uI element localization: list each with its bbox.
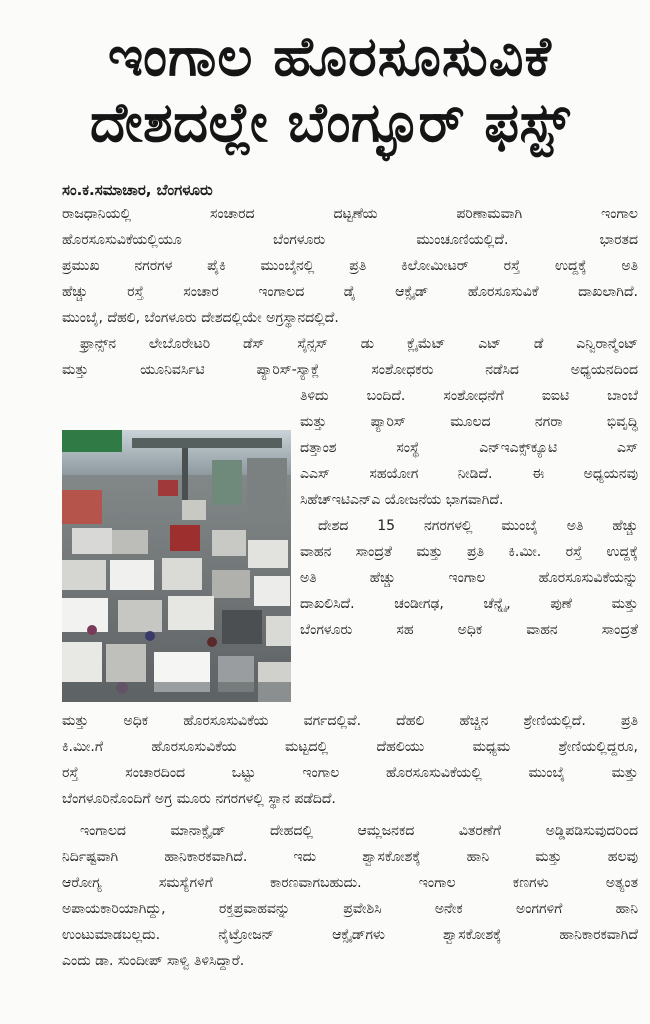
body-line: ಮತ್ತು ಯೂನಿವರ್ಸಿಟಿ ಪ್ಯಾರಿಸ್-ಸ್ಯಾಕ್ಲೆ ಸಂಶೋಧಕರು ನಡೆಸಿದ ಅಧ್ಯಯನದಿಂದ <box>62 362 638 378</box>
traffic-jam-image <box>62 430 291 702</box>
body-line: ವಾಹನ ಸಾಂದ್ರತೆ ಮತ್ತು ಪ್ರತಿ ಕಿ.ಮೀ. ರಸ್ತೆ ಉದ್ದಕ್ಕೆ <box>300 544 638 560</box>
body-line: ದತ್ತಾಂಶ ಸಂಸ್ಥೆ ಎನ್‌ಇಎಕ್ಸ್‌ಕ್ಯೂಟಿ ಎಸ್ <box>300 440 638 456</box>
body-line: ರಾಜಧಾನಿಯಲ್ಲಿ ಸಂಚಾರದ ದಟ್ಟಣೆಯ ಪರಿಣಾಮವಾಗಿ ಇಂಗಾಲ <box>62 206 638 222</box>
body-line: ಎಎಸ್ ಸಹಯೋಗ ನೀಡಿದೆ. ಈ ಅಧ್ಯಯನವು <box>300 466 638 482</box>
body-line: ರಸ್ತೆ ಸಂಚಾರದಿಂದ ಒಟ್ಟು ಇಂಗಾಲ ಹೊರಸೂಸುವಿಕೆಯಲ್ಲಿ ಮುಂಬೈ ಮತ್ತು <box>62 765 638 781</box>
body-line: ದಾಖಲಿಸಿದೆ. ಚಂಡೀಗಢ, ಚೆನ್ನೈ, ಪುಣೆ ಮತ್ತು <box>300 596 638 612</box>
body-line: ದೇಶದ 15 ನಗರಗಳಲ್ಲಿ ಮುಂಬೈ ಅತಿ ಹೆಚ್ಚು <box>318 518 638 534</box>
body-line: ಫ್ರಾನ್ಸ್‌ನ ಲೇಬೊರೇಟರಿ ಡೆಸ್ ಸೈನ್ಸಸ್ ಡು ಕ್ಲೈಮೆಟ್ ಎಟ್ ಡೆ ಎನ್ವಿರಾನ್ಮೆಂಟ್ <box>80 336 638 352</box>
body-line: ಬೆಂಗಳೂರು ಸಹ ಅಧಿಕ ವಾಹನ ಸಾಂದ್ರತೆ <box>300 622 638 638</box>
body-line: ಎಂದು ಡಾ. ಸುಂದೀಪ್ ಸಾಳ್ವಿ ತಿಳಿಸಿದ್ದಾರೆ. <box>62 953 245 969</box>
body-line: ಸಿಹೆಚ್‌ಇಟಿಎನ್‌ಎ ಯೋಜನೆಯ ಭಾಗವಾಗಿದೆ. <box>300 492 504 508</box>
byline: ಸಂ.ಕ.ಸಮಾಚಾರ, ಬೆಂಗಳೂರು <box>62 181 213 199</box>
body-line: ಮತ್ತು ಪ್ಯಾರಿಸ್ ಮೂಲದ ನಗರಾ ಭಿವೃದ್ಧಿ <box>300 414 638 430</box>
body-line: ಅತಿ ಹೆಚ್ಚು ಇಂಗಾಲ ಹೊರಸೂಸುವಿಕೆಯನ್ನು <box>300 570 638 586</box>
headline-line-2: ದೇಶದಲ್ಲೇ ಬೆಂಗ್ಳೂರ್ ಫಸ್ಟ್ <box>89 91 571 154</box>
body-line: ಹೆಚ್ಚು ರಸ್ತೆ ಸಂಚಾರ ಇಂಗಾಲದ ಡೈ ಆಕ್ಸೈಡ್ ಹೊರಸೂಸುವಿಕೆ ದಾಖಲಾಗಿದೆ. <box>62 284 638 300</box>
body-line: ಆರೋಗ್ಯ ಸಮಸ್ಯೆಗಳಿಗೆ ಕಾರಣವಾಗಬಹುದು. ಇಂಗಾಲ ಕಣಗಳು ಅತ್ಯಂತ <box>62 875 638 891</box>
body-line: ಕಿ.ಮೀ.ಗೆ ಹೊರಸೂಸುವಿಕೆಯ ಮಟ್ಟದಲ್ಲಿ ದೆಹಲಿಯು ಮಧ್ಯಮ ಶ್ರೇಣಿಯಲ್ಲಿದ್ದರೂ, <box>62 739 638 755</box>
body-line: ಇಂಗಾಲದ ಮಾನಾಕ್ಸೈಡ್ ದೇಹದಲ್ಲಿ ಆಮ್ಲಜನಕದ ವಿತರಣೆಗೆ ಅಡ್ಡಿಪಡಿಸುವುದರಿಂದ <box>80 823 638 839</box>
body-line: ಹೊರಸೂಸುವಿಕೆಯಲ್ಲಿಯೂ ಬೆಂಗಳೂರು ಮುಂಚೂಣಿಯಲ್ಲಿದೆ. ಭಾರತದ <box>62 232 638 248</box>
headline-line-1: ಇಂಗಾಲ ಹೊರಸೂಸುವಿಕೆ <box>108 25 552 88</box>
body-line: ಅಪಾಯಕಾರಿಯಾಗಿದ್ದು, ರಕ್ತಪ್ರವಾಹವನ್ನು ಪ್ರವೇಶಿಸಿ ಅನೇಕ ಅಂಗಗಳಿಗೆ ಹಾನಿ <box>62 901 638 917</box>
body-line: ಮುಂಬೈ, ದೆಹಲಿ, ಬೆಂಗಳೂರು ದೇಶದಲ್ಲಿಯೇ ಅಗ್ರಸ್ಥಾನದಲ್ಲಿದೆ. <box>62 310 339 326</box>
body-line: ಪ್ರಮುಖ ನಗರಗಳ ಪೈಕಿ ಮುಂಬೈನಲ್ಲಿ ಪ್ರತಿ ಕಿಲೋಮೀಟರ್ ರಸ್ತೆ ಉದ್ದಕ್ಕೆ ಅತಿ <box>62 258 638 274</box>
body-line: ಮತ್ತು ಅಧಿಕ ಹೊರಸೂಸುವಿಕೆಯ ವರ್ಗದಲ್ಲಿವೆ. ದೆಹಲಿ ಹೆಚ್ಚಿನ ಶ್ರೇಣಿಯಲ್ಲಿದೆ. ಪ್ರತಿ <box>62 713 638 729</box>
traffic-photo <box>62 430 291 702</box>
body-line: ತಿಳಿದು ಬಂದಿದೆ. ಸಂಶೋಧನೆಗೆ ಐಐಟಿ ಬಾಂಬೆ <box>300 388 638 404</box>
body-line: ನಿರ್ದಿಷ್ಟವಾಗಿ ಹಾನಿಕಾರಕವಾಗಿದೆ. ಇದು ಶ್ವಾಸಕೋಶಕ್ಕೆ ಹಾನಿ ಮತ್ತು ಹಲವು <box>62 849 638 865</box>
body-line: ಉಂಟುಮಾಡಬಲ್ಲದು. ನೈಟ್ರೋಜನ್ ಆಕ್ಸೈಡ್‌ಗಳು ಶ್ವಾಸಕೋಶಕ್ಕೆ ಹಾನಿಕಾರಕವಾಗಿದೆ <box>62 927 638 943</box>
body-line: ಬೆಂಗಳೂರಿನೊಂದಿಗೆ ಅಗ್ರ ಮೂರು ನಗರಗಳಲ್ಲಿ ಸ್ಥಾನ ಪಡೆದಿದೆ. <box>62 791 336 807</box>
